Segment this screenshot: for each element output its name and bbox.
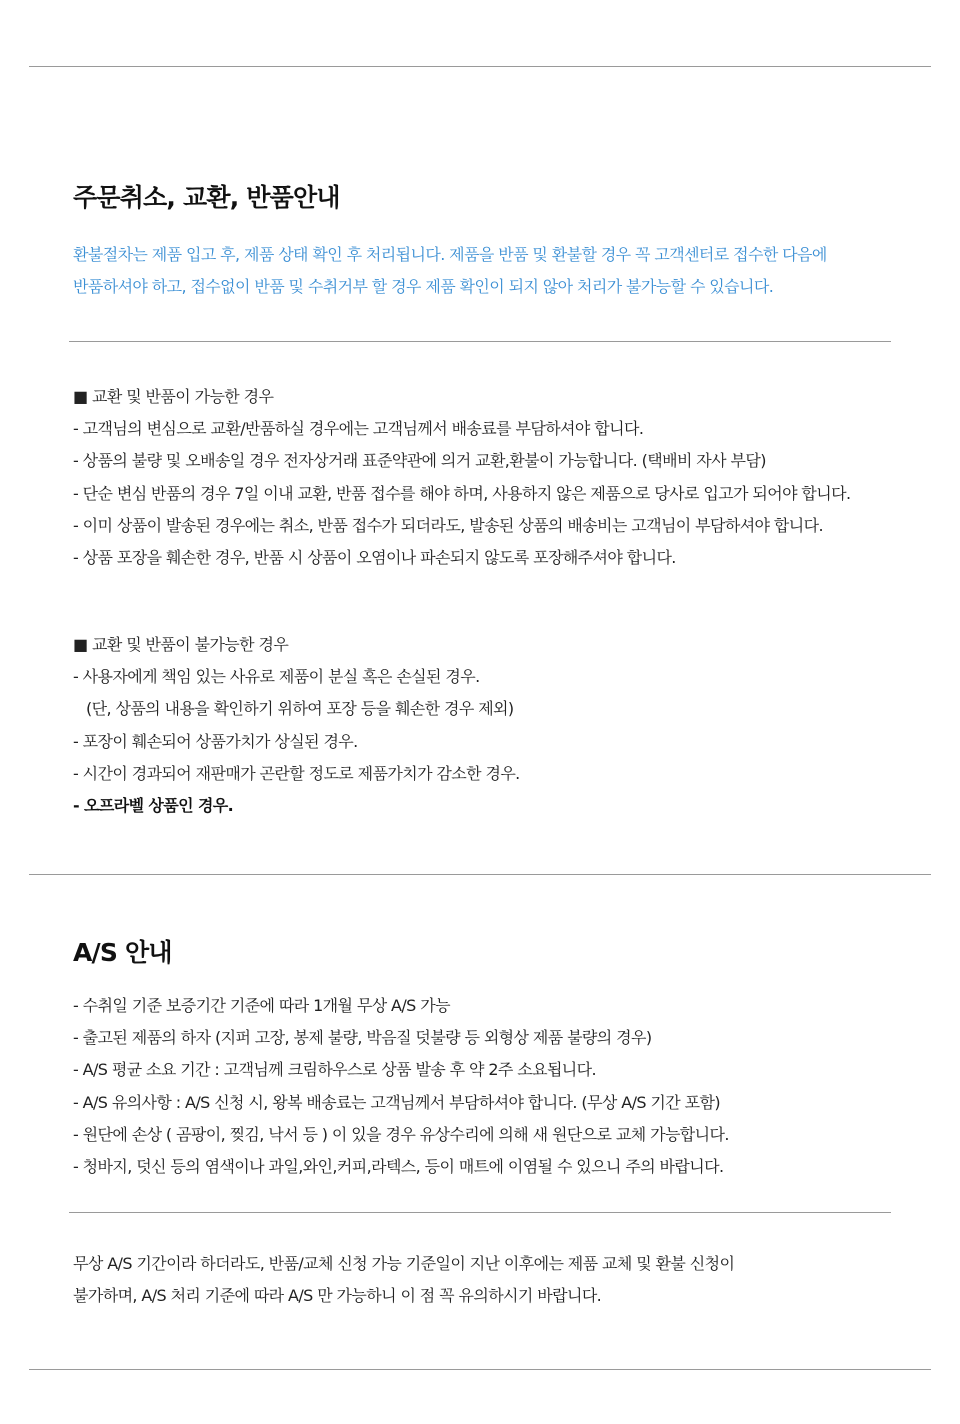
as-guide-title: A/S 안내 bbox=[73, 938, 172, 967]
refund-procedure-notice bbox=[73, 239, 933, 303]
top-divider bbox=[29, 66, 931, 67]
middle-divider bbox=[29, 874, 931, 875]
list-item: - 고객님의 변심으로 교환/반품하실 경우에는 고객님께서 배송료를 부담하셔야 합니다. bbox=[73, 419, 644, 439]
bottom-divider bbox=[29, 1369, 931, 1370]
list-item: - 시간이 경과되어 재판매가 곤란할 정도로 제품가치가 감소한 경우. bbox=[73, 763, 520, 783]
notice-line: 환불절차는 제품 입고 후, 제품 상태 확인 후 처리됩니다. 제품을 반품 및 환불할 경우 꼭 고객센터로 접수한 다음에 bbox=[73, 245, 827, 264]
cancel-exchange-return-title: 주문취소, 교환, 반품안내 bbox=[73, 183, 340, 212]
list-item: - A/S 유의사항 : A/S 신청 시, 왕복 배송료는 고객님께서 부담하셔야 합니다. (무상 A/S 기간 포함) bbox=[73, 1092, 720, 1112]
impossible-cases-list bbox=[73, 629, 933, 822]
list-item-off-label: - 오프라벨 상품인 경우. bbox=[73, 796, 234, 816]
possible-cases-list bbox=[73, 381, 933, 574]
notice-line: 반품하셔야 하고, 접수없이 반품 및 수취거부 할 경우 제품 확인이 되지 않아 처리가 불가능할 수 있습니다. bbox=[73, 277, 774, 296]
list-item: - 사용자에게 책임 있는 사유로 제품이 분실 혹은 손실된 경우. bbox=[73, 667, 480, 687]
list-item: - 원단에 손상 ( 곰팡이, 찢김, 낙서 등 ) 이 있을 경우 유상수리에 의해 새 원단으로 교체 가능합니다. bbox=[73, 1124, 729, 1144]
list-item: - 출고된 제품의 하자 (지퍼 고장, 봉제 불량, 박음질 덧불량 등 외형상 제품 불량의 경우) bbox=[73, 1028, 652, 1048]
list-item-note: (단, 상품의 내용을 확인하기 위하여 포장 등을 훼손한 경우 제외) bbox=[86, 699, 514, 719]
as-guide-list bbox=[73, 990, 933, 1183]
section-divider bbox=[69, 341, 891, 342]
as-footer-note bbox=[73, 1248, 933, 1312]
impossible-cases-heading: ■ 교환 및 반품이 불가능한 경우 bbox=[73, 635, 289, 654]
possible-cases-heading: ■ 교환 및 반품이 가능한 경우 bbox=[73, 387, 274, 406]
footer-note-line: 불가하며, A/S 처리 기준에 따라 A/S 만 가능하니 이 점 꼭 유의하시기 바랍니다. bbox=[73, 1286, 602, 1306]
list-item: - A/S 평균 소요 기간 : 고객님께 크림하우스로 상품 발송 후 약 2주 소요됩니다. bbox=[73, 1060, 597, 1080]
list-item: - 상품 포장을 훼손한 경우, 반품 시 상품이 오염이나 파손되지 않도록 포장해주셔야 합니다. bbox=[73, 548, 676, 568]
list-item: - 단순 변심 반품의 경우 7일 이내 교환, 반품 접수를 해야 하며, 사용하지 않은 제품으로 당사로 입고가 되어야 합니다. bbox=[73, 483, 851, 503]
list-item: - 이미 상품이 발송된 경우에는 취소, 반품 접수가 되더라도, 발송된 상품의 배송비는 고객님이 부담하셔야 합니다. bbox=[73, 515, 823, 535]
list-item: - 청바지, 덧신 등의 염색이나 과일,와인,커피,라텍스, 등이 매트에 이염될 수 있으니 주의 바랍니다. bbox=[73, 1157, 724, 1177]
list-item: - 포장이 훼손되어 상품가치가 상실된 경우. bbox=[73, 731, 358, 751]
list-item: - 상품의 불량 및 오배송일 경우 전자상거래 표준약관에 의거 교환,환불이 가능합니다. (택배비 자사 부담) bbox=[73, 451, 766, 471]
list-item: - 수취일 기준 보증기간 기준에 따라 1개월 무상 A/S 가능 bbox=[73, 996, 450, 1015]
footer-note-line: 무상 A/S 기간이라 하더라도, 반품/교체 신청 가능 기준일이 지난 이후에는 제품 교체 및 환불 신청이 bbox=[73, 1254, 735, 1273]
section-divider bbox=[69, 1212, 891, 1213]
